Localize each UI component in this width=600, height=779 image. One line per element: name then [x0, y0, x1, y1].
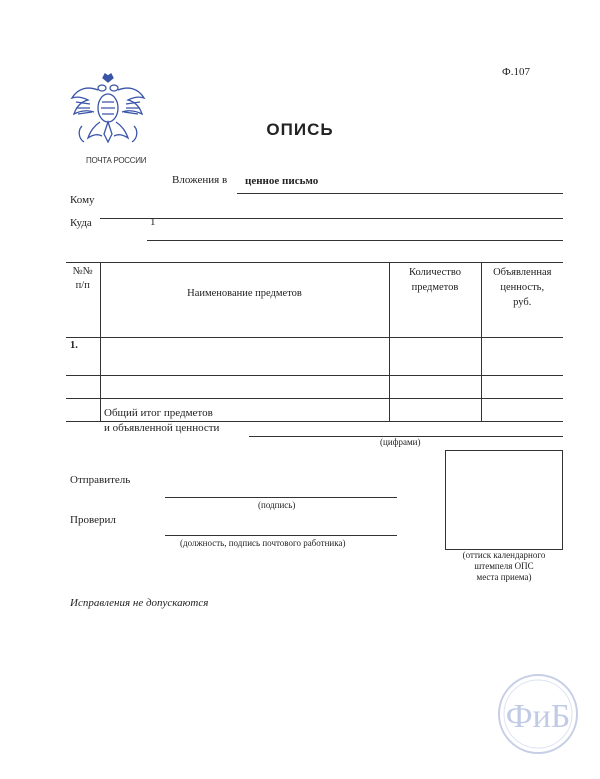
column-header-name: Наименование предметов	[100, 263, 389, 338]
item-name-cell[interactable]	[100, 338, 389, 376]
totals-label: Общий итог предметов и объявленной ценности	[104, 407, 220, 434]
column-header-value: Объявленная ценность, руб.	[481, 263, 563, 338]
to-label: Кому	[70, 194, 95, 206]
totals-digits-caption: (цифрами)	[380, 437, 421, 447]
table-header-row	[66, 263, 563, 338]
attachment-label: Вложения в	[172, 174, 228, 186]
sender-signature-line[interactable]	[165, 497, 397, 498]
checker-label: Проверил	[70, 514, 116, 526]
items-table	[66, 262, 563, 422]
watermark-text: ФиБ	[505, 698, 571, 735]
stamp-caption: (оттиск календарного штемпеля ОПС места приема)	[462, 550, 546, 582]
item-quantity-cell[interactable]	[389, 376, 481, 399]
emblem-caption: ПОЧТА РОССИИ	[86, 156, 147, 165]
corrections-note: Исправления не допускаются	[70, 597, 209, 609]
attachment-underline	[237, 193, 563, 194]
sender-label: Отправитель	[70, 474, 131, 486]
column-header-number: №№ п/п	[66, 263, 100, 338]
where-label: Куда	[70, 217, 92, 229]
page-title: ОПИСЬ	[266, 120, 334, 139]
item-quantity-cell[interactable]	[389, 338, 481, 376]
item-quantity-cell[interactable]	[389, 399, 481, 422]
table-row	[66, 338, 563, 376]
to-field-line[interactable]	[100, 218, 563, 219]
fib-watermark-logo	[497, 673, 579, 755]
form-number: Ф.107	[502, 66, 530, 78]
postmark-stamp-box	[445, 450, 563, 550]
row-number-cell	[66, 376, 100, 399]
sender-signature-caption: (подпись)	[258, 500, 296, 510]
row-number-cell	[66, 399, 100, 422]
checker-signature-line[interactable]	[165, 535, 397, 536]
table-row	[66, 376, 563, 399]
row-number-cell: 1.	[66, 338, 100, 376]
item-value-cell[interactable]	[481, 376, 563, 399]
where-value[interactable]: 1	[150, 216, 156, 228]
item-value-cell[interactable]	[481, 338, 563, 376]
item-name-cell[interactable]	[100, 376, 389, 399]
checker-caption: (должность, подпись почтового работника)	[180, 538, 346, 548]
column-header-quantity: Количество предметов	[389, 263, 481, 338]
where-field-line[interactable]	[147, 240, 563, 241]
item-value-cell[interactable]	[481, 399, 563, 422]
attachment-value[interactable]: ценное письмо	[245, 175, 319, 187]
